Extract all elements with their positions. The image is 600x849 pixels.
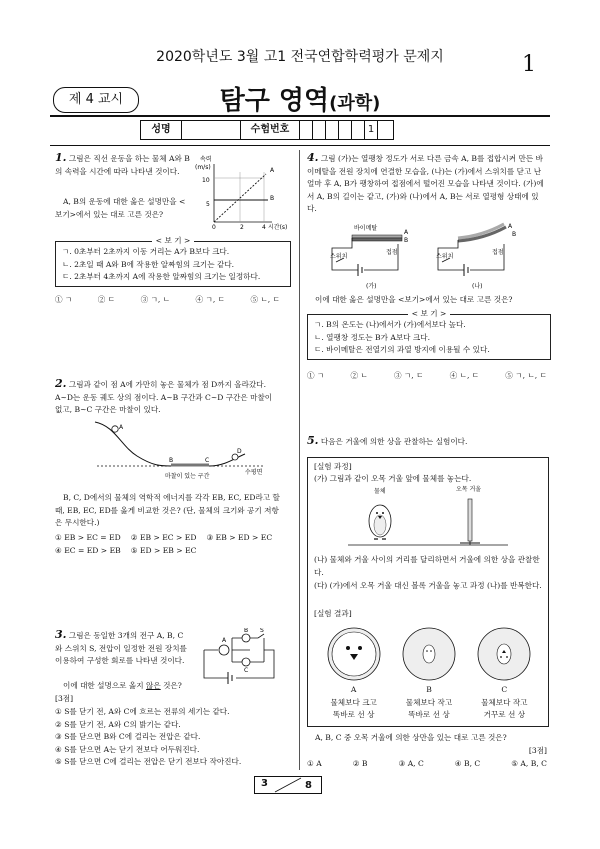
q5-proc-1: (가) 그림과 같이 오목 거울 앞에 물체를 놓는다. (314, 474, 472, 483)
q5-result-title: [실험 결과] (314, 609, 352, 618)
q4-contact-label-na: 접점 (492, 249, 504, 256)
q1-bogi-item: ㄷ. 2초부터 4초까지 A에 작용한 알짜힘의 크기는 일정하다. (62, 272, 261, 281)
q4-caption-ga: (가) (366, 283, 377, 290)
q4-question: 이에 대한 옳은 설명만을 <보기>에서 있는 대로 고른 것은? (315, 295, 513, 304)
q3-power-source (228, 672, 232, 684)
q3-wire (204, 650, 274, 678)
q4-text: 4. 그림 (가)는 열팽창 정도가 서로 다른 금속 A, B를 접합시켜 만든 바이메탈을 전원 장치에 연결한 모습을, (나)는 (가)에서 스위치를 닫고 난 얼마 후 A, B가 팽창하여 접점에서 떨어진 모습을 나타낸 것이다. (가)에서 A, B의 길이는 같고, (가)와 (나)에서 A, B는 서로 열평형 상태에 있다. (307, 151, 544, 213)
q4-figure (322, 222, 532, 290)
q5-options (307, 758, 547, 771)
q1-option[interactable]: ③ ㄱ, ㄴ (140, 295, 171, 304)
q2-label-b: B (169, 457, 174, 464)
q5-proc-title: [실험 과정] (314, 462, 352, 471)
q3-label-c: C (244, 667, 249, 674)
q4-battery-na (464, 264, 468, 276)
header-rule-2 (50, 145, 550, 146)
q4-option[interactable]: ④ ㄴ, ㄷ (449, 371, 480, 380)
q2-friction-label: 마찰이 있는 구간 (165, 473, 210, 480)
q2-label-d: D (237, 448, 242, 455)
q5-result-a: A 물체보다 크고 똑바로 선 상 (330, 685, 377, 719)
q1-bogi (55, 236, 291, 287)
q5-result-c-eye (506, 656, 508, 658)
q3-option[interactable]: ⑤ S를 닫으면 C에 걸리는 전압은 닫기 전보다 작아진다. (55, 757, 242, 766)
q5-option[interactable]: ④ B, C (454, 759, 481, 768)
q2-option[interactable]: ② EB > EC > ED (130, 533, 197, 542)
q4-bogi-item: ㄷ. 바이메탈은 전열기의 과열 방지에 이용될 수 있다. (314, 345, 490, 354)
q1-question: A, B의 운동에 대한 옳은 설명만을 <보기>에서 있는 대로 고른 것은? (55, 197, 186, 219)
q1-tick-0: 0 (212, 224, 216, 231)
page-current: 3 (261, 778, 268, 789)
q2-number: 2. (55, 377, 67, 390)
q4-switch-label-na: 스위치 (436, 253, 454, 260)
q4-label-a: A (404, 229, 409, 236)
q5-experiment-box (307, 457, 549, 727)
q1-bogi-item: ㄱ. 0초부터 2초까지 이동 거리는 A가 B보다 크다. (62, 247, 230, 256)
q5-object-label: 물체 (374, 488, 386, 495)
q4-bogi (307, 309, 551, 360)
q3-label-b: B (244, 628, 249, 634)
q1-tick-5: 5 (206, 201, 210, 208)
q1-text: 1. 그림은 직선 운동을 하는 물체 A와 B의 속력을 시간에 따라 나타낸 것이다. (55, 151, 190, 176)
q1-option[interactable]: ② ㄷ (97, 295, 116, 304)
q1-graph (192, 152, 292, 234)
q2-option[interactable]: ① EB > EC = ED (55, 533, 121, 542)
q2-label-c: C (205, 457, 210, 464)
page-total: 8 (305, 780, 312, 791)
q3-switch (258, 634, 264, 638)
q3-bulb-c (242, 658, 250, 666)
q2-question: B, C, D에서의 물체의 역학적 에너지를 각각 EB, EC, ED라고 할 때, EB, EC, ED를 옳게 비교한 것은? (단, 물체의 크기와 공기 저항은 무시한다.) (55, 493, 280, 527)
q1-tick-4: 4 (262, 224, 266, 231)
q4-options (307, 370, 547, 383)
id-box (140, 120, 394, 140)
q5-option[interactable]: ⑤ A, B, C (511, 759, 547, 768)
q3-option[interactable]: ① S를 닫기 전, A와 C에 흐르는 전류의 세기는 같다. (55, 707, 230, 716)
q5-result-a-eye (358, 646, 362, 650)
name-label: 성명 (141, 121, 182, 139)
subject-title (0, 80, 600, 117)
q4-option[interactable]: ⑤ ㄱ, ㄴ, ㄷ (505, 371, 547, 380)
q3-not-underline: 않은 (146, 681, 161, 690)
exam-no-digit: 1 (365, 121, 378, 139)
q3-circuit (194, 628, 284, 690)
q1-x-label: 시간(s) (268, 224, 288, 231)
q5-question: A, B, C 중 오목 거울에 의한 상만을 있는 대로 고른 것은? [3점] (315, 732, 547, 757)
q4-bogi-item: ㄱ. B의 온도는 (나)에서가 (가)에서보다 높다. (314, 320, 466, 329)
q4-bogi-item: ㄴ. 열팽창 정도는 B가 A보다 크다. (314, 332, 430, 342)
q4-label-b-na: B (512, 231, 517, 238)
q4-label-b: B (404, 237, 409, 244)
q5-text: 5. 다음은 거울에 의한 상을 관찰하는 실험이다. (307, 434, 468, 447)
q2-option[interactable]: ⑤ ED > EB > EC (130, 545, 197, 555)
q1-tick-10: 10 (202, 177, 210, 184)
subject-sub: (과학) (329, 93, 381, 114)
q5-penguin-eye (376, 512, 378, 514)
q5-proc-2: (나) 물체와 거울 사이의 거리를 달리하면서 거울에 의한 상을 관찰한다. (314, 555, 540, 577)
q2-horizontal-label: 수평면 (245, 469, 263, 476)
q2-option[interactable]: ③ EB > ED > EC (206, 533, 273, 542)
exam-no-label: 수험번호 (241, 121, 300, 139)
q4-bimetal-b (352, 238, 402, 241)
q5-points: [3점] (528, 745, 547, 755)
q4-bimetal-label: 바이메탈 (354, 225, 378, 232)
q2-label-a: A (119, 424, 124, 431)
q5-penguin-eye (382, 512, 384, 514)
q1-option[interactable]: ⑤ ㄴ, ㄷ (250, 295, 280, 304)
q5-option[interactable]: ③ A, C (398, 759, 424, 768)
q5-proc-3: (다) (가)에서 오목 거울 대신 볼록 거울을 놓고 과정 (나)를 반복한다. (314, 581, 542, 590)
q5-result-b-image (423, 645, 435, 663)
q3-options (55, 706, 280, 769)
q1-y-label: 속력 (200, 156, 212, 163)
q4-bogi-title: < 보 기 > (408, 309, 451, 318)
q3-text: 3. 그림은 동일한 3개의 전구 A, B, C와 스위치 S, 전압이 일정한 전원 장치를 이용하여 구성한 회로를 나타낸 것이다. (55, 628, 187, 665)
name-field[interactable] (182, 121, 241, 139)
exam-no-cell[interactable] (300, 121, 313, 139)
exam-no-cell[interactable] (339, 121, 352, 139)
q5-option[interactable]: ① A (307, 759, 322, 768)
q1-option[interactable]: ④ ㄱ, ㄷ (195, 295, 226, 304)
q5-number: 5. (307, 434, 319, 447)
column-separator (299, 150, 300, 770)
page-number: 1 (522, 52, 536, 77)
q5-option[interactable]: ② B (352, 759, 368, 768)
q5-result-c-eye (500, 656, 502, 658)
q2-friction-band (171, 464, 209, 467)
q2-track (75, 416, 275, 488)
q5-result-c-image (497, 644, 511, 664)
q1-tick-2: 2 (240, 224, 244, 231)
q5-concave-mirror-icon (468, 499, 472, 541)
q1-label-a: A (270, 167, 275, 174)
page-indicator (254, 776, 322, 794)
q4-option[interactable]: ① ㄱ (307, 371, 325, 380)
q3-label-s: S (260, 628, 264, 634)
q4-option[interactable]: ③ ㄱ, ㄷ (393, 371, 424, 380)
q5-results-figure (316, 624, 542, 684)
q4-battery-ga (358, 264, 362, 276)
q4-option[interactable]: ② ㄴ (350, 371, 368, 380)
q2-option[interactable]: ④ EC = ED > EB (55, 545, 121, 555)
q2-object (112, 426, 118, 432)
q4-contact-label: 접점 (386, 249, 398, 256)
subject-main: 탐구 영역 (219, 86, 330, 116)
q1-label-b: B (270, 195, 275, 202)
q5-result-b-eye (430, 650, 432, 652)
header-rule (50, 115, 550, 117)
q5-result-c: C 물체보다 작고 거꾸로 선 상 (481, 685, 528, 719)
q5-result-b: B 물체보다 작고 똑바로 선 상 (405, 685, 453, 719)
q3-bulb-b (242, 634, 250, 642)
exam-no-cell[interactable] (352, 121, 365, 139)
q3-question: 이에 대한 설명으로 옳지 않은 것은? [3점] (55, 681, 182, 703)
q1-option[interactable]: ① ㄱ (55, 295, 73, 304)
q3-option[interactable]: ③ S를 닫으면 B와 C에 걸리는 전압은 같다. (55, 732, 201, 741)
exam-title: 2020학년도 3월 고1 전국연합학력평가 문제지 (156, 49, 444, 65)
q1-options (55, 294, 280, 307)
exam-no-cell[interactable] (326, 121, 339, 139)
q5-result-a-eye (346, 646, 350, 650)
q3-bulb-a (219, 645, 229, 655)
q5-setup-figure (348, 485, 508, 553)
q5-result-b-eye (426, 650, 428, 652)
q3-option[interactable]: ② S를 닫기 전, A와 C의 밝기는 같다. (55, 719, 181, 729)
q2-options (55, 532, 280, 557)
q4-switch-label: 스위치 (330, 253, 348, 260)
exam-no-cell[interactable] (313, 121, 326, 139)
q3-label-a: A (222, 637, 227, 644)
q2-text: 2. 그림과 같이 점 A에 가만히 놓은 물체가 점 D까지 올라갔다. A~D는 운동 궤도 상의 점이다. A~B 구간과 C~D 구간은 마찰이 없고, B~C 구간은 마찰이 있다. (55, 377, 273, 414)
q4-bimetal-a (352, 235, 402, 238)
q1-bogi-item: ㄴ. 2초일 때 A와 B에 작용한 알짜힘의 크기는 같다. (62, 259, 235, 269)
q4-label-a-na: A (508, 223, 513, 230)
q1-y-unit: (m/s) (195, 164, 211, 171)
q3-option[interactable]: ④ S를 닫으면 A는 닫기 전보다 어두워진다. (55, 744, 200, 754)
q4-number: 4. (307, 151, 319, 164)
q4-caption-na: (나) (472, 283, 483, 290)
exam-no-cell[interactable] (378, 121, 389, 139)
q5-mirror-label: 오목 거울 (456, 486, 482, 493)
q1-number: 1. (55, 151, 67, 164)
q3-number: 3. (55, 628, 67, 641)
period-badge: 제 4 교시 (53, 87, 139, 113)
q5-result-captions (316, 684, 542, 722)
q1-bogi-title: < 보 기 > (152, 236, 195, 245)
